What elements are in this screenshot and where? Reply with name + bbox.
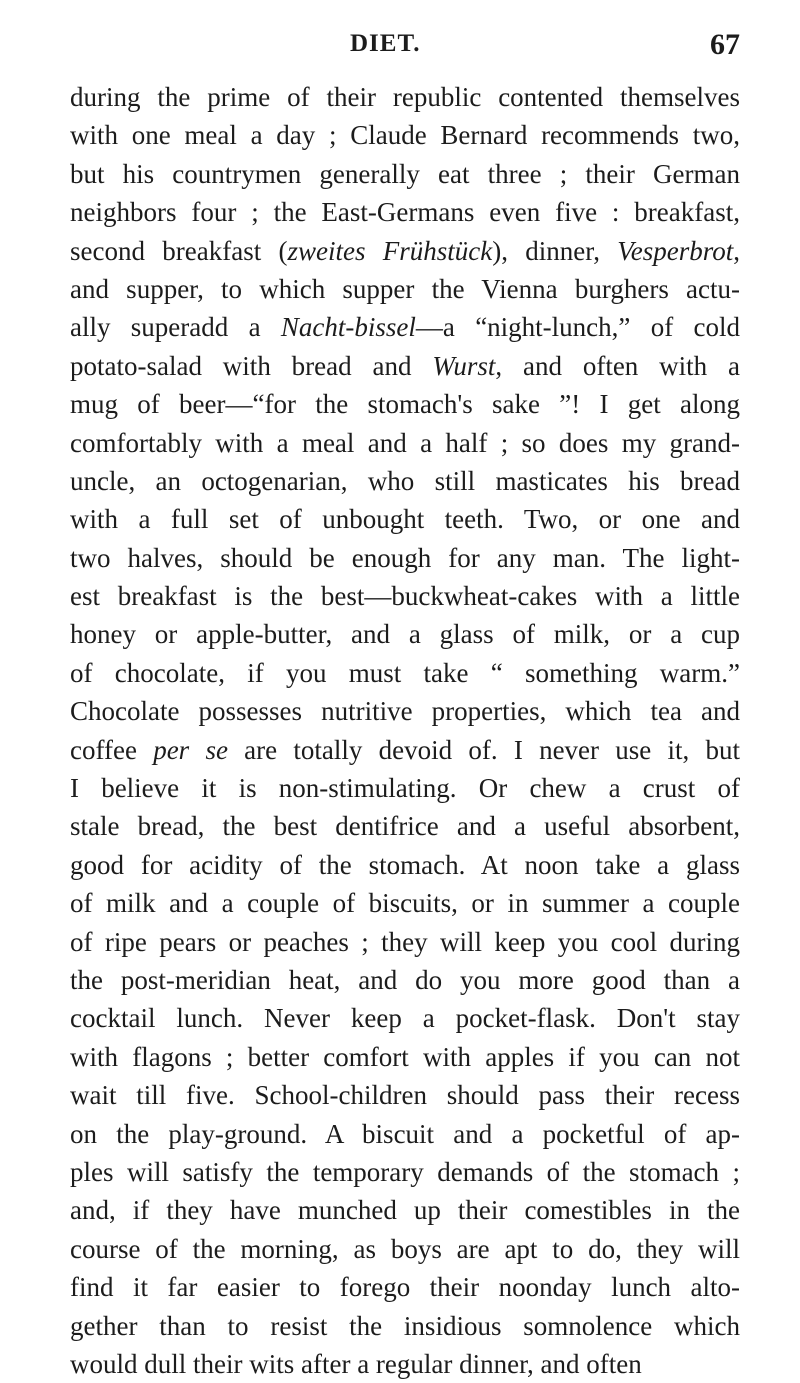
text-line: cocktail lunch. Never keep a pocket-flask. Don't stay: [70, 1003, 740, 1034]
text-line: stale bread, the best dentifrice and a useful absorbent,: [70, 811, 740, 842]
text-line: would dull their wits after a regular dinner, and often: [70, 1348, 642, 1379]
text-line: Chocolate possesses nutritive properties, which tea and: [70, 696, 740, 727]
text-line: and, if they have munched up their comestibles in the: [70, 1195, 740, 1226]
text-line: of chocolate, if you must take “ something warm.”: [70, 657, 740, 688]
text-line: neighbors four ; the East-Germans even five : breakfast,: [70, 197, 740, 228]
text-line: of ripe pears or peaches ; they will keep you cool during: [70, 926, 740, 957]
text-line: but his countrymen generally eat three ; their German: [70, 158, 740, 189]
running-head: [70, 30, 740, 64]
body-text: [70, 78, 740, 1383]
text-line: wait till five. School-children should pass their recess: [70, 1080, 740, 1111]
text-line: ples will satisfy the temporary demands of the stomach ;: [70, 1156, 740, 1187]
text-line: course of the morning, as boys are apt to do, they will: [70, 1233, 740, 1264]
text-line: potato-salad with bread and Wurst, and often with a: [70, 350, 741, 381]
text-line: with one meal a day ; Claude Bernard recommends two,: [70, 120, 740, 151]
text-line: second breakfast (zweites Frühstück), dinner, Vesperbrot,: [70, 235, 740, 266]
text-line: uncle, an octogenarian, who still masticates his bread: [70, 465, 740, 496]
text-line: with flagons ; better comfort with apples if you can not: [70, 1041, 740, 1072]
text-line: find it far easier to forego their noonday lunch alto-: [70, 1272, 740, 1303]
text-line: comfortably with a meal and a half ; so does my grand-: [70, 427, 740, 458]
text-line: of milk and a couple of biscuits, or in summer a couple: [70, 888, 740, 919]
text-line: ally superadd a Nacht-bissel—a “night-lunch,” of cold: [70, 312, 740, 343]
running-head-title: DIET.: [350, 30, 421, 57]
page-number: 67: [710, 28, 740, 61]
text-line: honey or apple-butter, and a glass of milk, or a cup: [70, 619, 740, 650]
text-line: two halves, should be enough for any man. The light-: [70, 542, 740, 573]
text-line: I believe it is non-stimulating. Or chew a crust of: [70, 773, 740, 804]
text-line: on the play-ground. A biscuit and a pocketful of ap-: [70, 1118, 740, 1149]
text-line: coffee per se are totally devoid of. I never use it, but: [70, 734, 741, 765]
text-line: gether than to resist the insidious somnolence which: [70, 1310, 740, 1341]
text-line: with a full set of unbought teeth. Two, or one and: [70, 504, 740, 535]
text-line: good for acidity of the stomach. At noon take a glass: [70, 849, 740, 880]
text-line: est breakfast is the best—buckwheat-cakes with a little: [70, 581, 740, 612]
text-line: and supper, to which supper the Vienna burghers actu-: [70, 273, 740, 304]
text-line: mug of beer—“for the stomach's sake ”! I get along: [70, 389, 740, 420]
text-line: the post-meridian heat, and do you more good than a: [70, 964, 740, 995]
text-line: during the prime of their republic contented themselves: [70, 82, 740, 112]
